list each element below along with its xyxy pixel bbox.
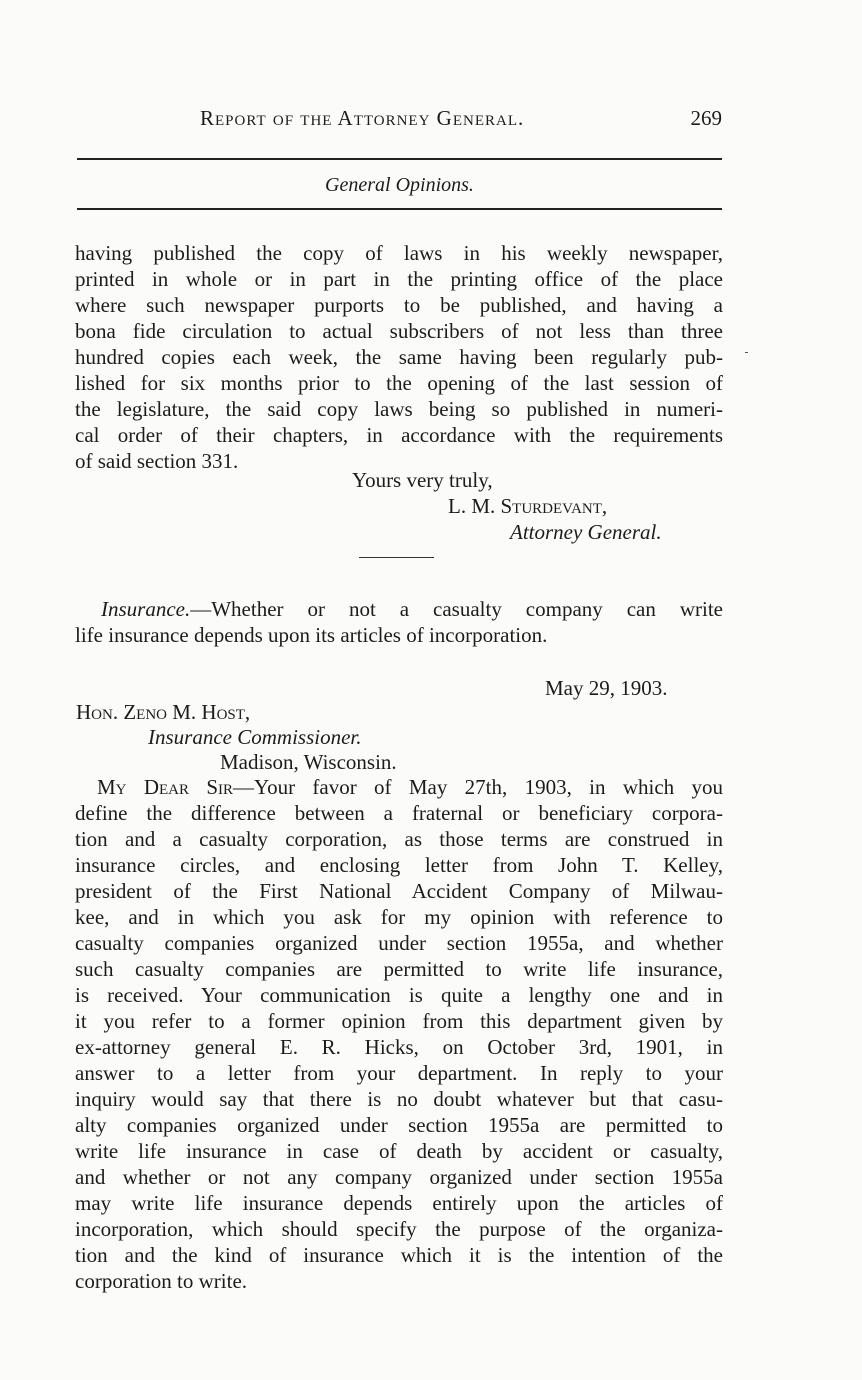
text-line: insurance circles, and enclosing letter from John T. Kelley, <box>75 853 723 877</box>
text-line: write life insurance in case of death by accident or casualty, <box>75 1139 723 1163</box>
text-line: president of the First National Accident Company of Milwau- <box>75 879 723 903</box>
text-line: where such newspaper purports to be published, and having a <box>75 293 723 317</box>
headnote-line <box>75 596 723 622</box>
text-line: lished for six months prior to the opening of the last session of <box>75 371 723 395</box>
text-line: printed in whole or in part in the printing office of the place <box>75 267 723 291</box>
text-line: alty companies organized under section 1955a are permitted to <box>75 1113 723 1137</box>
first-line-text: —Your favor of May 27th, 1903, in which you <box>233 775 723 799</box>
text-line: may write life insurance depends entirely upon the articles of <box>75 1191 723 1215</box>
text-line: it you refer to a former opinion from this department given by <box>75 1009 723 1033</box>
section-heading: General Opinions. <box>325 174 474 196</box>
signer-name: L. M. Sturdevant, <box>448 494 608 518</box>
text-line: bona fide circulation to actual subscribers of not less than three <box>75 319 723 343</box>
addressee-name: Zeno M. Host, <box>123 700 251 724</box>
text-line: of said section 331. <box>75 449 239 473</box>
text-line: having published the copy of laws in his weekly newspaper, <box>75 241 723 265</box>
letter-body <box>75 774 723 1294</box>
text-line: tion and the kind of insurance which it is the intention of the <box>75 1243 723 1267</box>
text-line: and whether or not any company organized under section 1955a <box>75 1165 723 1189</box>
headnote-topic: Insurance. <box>101 597 191 621</box>
text-line: incorporation, which should specify the purpose of the organiza- <box>75 1217 723 1241</box>
section-divider <box>359 557 434 558</box>
header-rule-bottom <box>77 208 722 210</box>
complimentary-close: Yours very truly, <box>352 468 493 492</box>
text-line: hundred copies each week, the same having been regularly pub- <box>75 345 723 369</box>
running-title: Report of the Attorney General. <box>200 106 525 130</box>
addressee-place: Madison, Wisconsin. <box>220 750 397 774</box>
text-line: casualty companies organized under section 1955a, and whether <box>75 931 723 955</box>
signer-title: Attorney General. <box>510 520 662 544</box>
previous-opinion-text <box>75 240 723 474</box>
addressee-prefix: Hon. <box>76 700 119 724</box>
text-line: ex-attorney general E. R. Hicks, on October 3rd, 1901, in <box>75 1035 723 1059</box>
text-line: cal order of their chapters, in accordance with the requirements <box>75 423 723 447</box>
addressee-title: Insurance Commissioner. <box>148 725 362 749</box>
letter-date: May 29, 1903. <box>545 676 668 700</box>
headnote <box>75 596 723 648</box>
header-rule-top <box>77 158 722 160</box>
text-line <box>75 774 723 800</box>
print-speck <box>745 352 748 353</box>
headnote-text: —Whether or not a casualty company can write <box>190 597 723 621</box>
headnote-line: life insurance depends upon its articles of incorporation. <box>75 623 548 647</box>
text-line: the legislature, the said copy laws being so published in numeri- <box>75 397 723 421</box>
text-line: such casualty companies are permitted to write life insurance, <box>75 957 723 981</box>
page-number: 269 <box>690 106 722 130</box>
text-line: kee, and in which you ask for my opinion with reference to <box>75 905 723 929</box>
addressee-name-line <box>76 700 250 725</box>
text-line: inquiry would say that there is no doubt whatever but that casu- <box>75 1087 723 1111</box>
running-header <box>0 106 862 136</box>
text-line: answer to a letter from your department. In reply to your <box>75 1061 723 1085</box>
text-line: is received. Your communication is quite a lengthy one and in <box>75 983 723 1007</box>
salutation: My Dear Sir <box>97 775 234 799</box>
text-line: define the difference between a fraternal or beneficiary corpora- <box>75 801 723 825</box>
text-line: corporation to write. <box>75 1269 248 1293</box>
text-line: tion and a casualty corporation, as those terms are construed in <box>75 827 723 851</box>
